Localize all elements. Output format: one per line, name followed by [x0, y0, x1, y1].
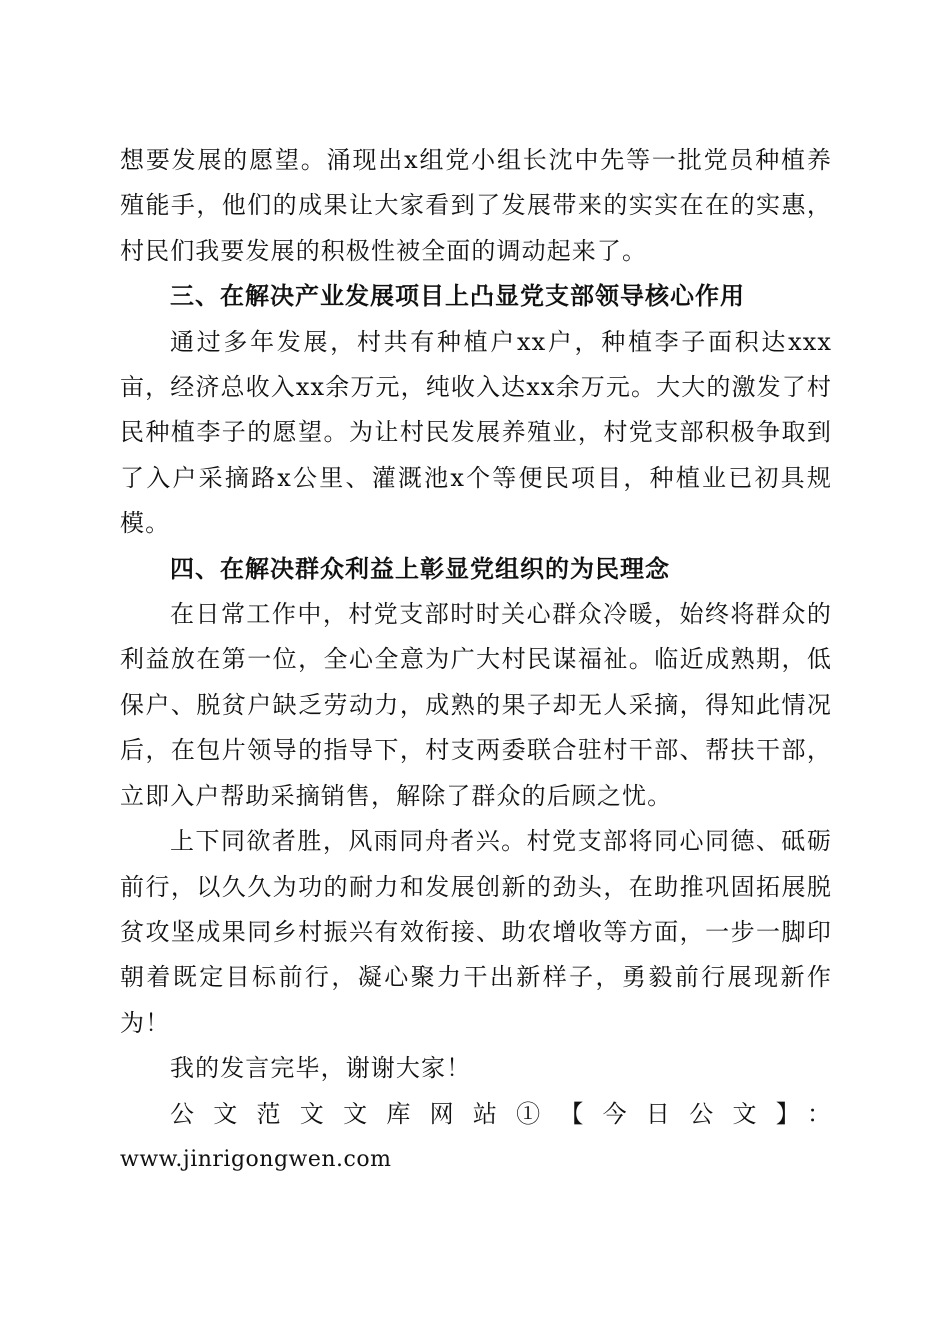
- section-heading-3: 三、在解决产业发展项目上凸显党支部领导核心作用: [170, 282, 745, 311]
- section-heading-4: 四、在解决群众利益上彰显党组织的为民理念: [170, 554, 670, 583]
- footer-source-label: 公文范文文库网站①【今日公文】：: [170, 1099, 832, 1128]
- body-paragraph-2: 通过多年发展，村共有种植户xx户，种植李子面积达xxx亩，经济总收入xx余万元，纯收入达xx余万元。大大的激发了村民种植李子的愿望。为让村民发展养殖业，村党支部积极争取到了入户采摘路x公里、灌溉池x个等便民项目，种植业已初具规模。: [120, 327, 832, 538]
- body-paragraph-4: 上下同欲者胜，风雨同舟者兴。村党支部将同心同德、砥砺前行，以久久为功的耐力和发展创新的劲头，在助推巩固拓展脱贫攻坚成果同乡村振兴有效衔接、助农增收等方面，一步一脚印朝着既定目标前行，凝心聚力干出新样子，勇毅前行展现新作为！: [120, 827, 832, 1037]
- body-paragraph-1: 想要发展的愿望。涌现出x组党小组长沈中先等一批党员种植养殖能手，他们的成果让大家看到了发展带来的实实在在的实惠，村民们我要发展的积极性被全面的调动起来了。: [120, 146, 832, 265]
- footer-website-link[interactable]: www.jinrigongwen.com: [120, 1146, 392, 1172]
- document-page: [120, 138, 832, 1182]
- body-paragraph-3: 在日常工作中，村党支部时时关心群众冷暖，始终将群众的利益放在第一位，全心全意为广大村民谋福祉。临近成熟期，低保户、脱贫户缺乏劳动力，成熟的果子却无人采摘，得知此情况后，在包片领导的指导下，村支两委联合驻村干部、帮扶干部，立即入户帮助采摘销售，解除了群众的后顾之忧。: [120, 600, 832, 810]
- closing-remark: 我的发言完毕，谢谢大家！: [170, 1054, 472, 1083]
